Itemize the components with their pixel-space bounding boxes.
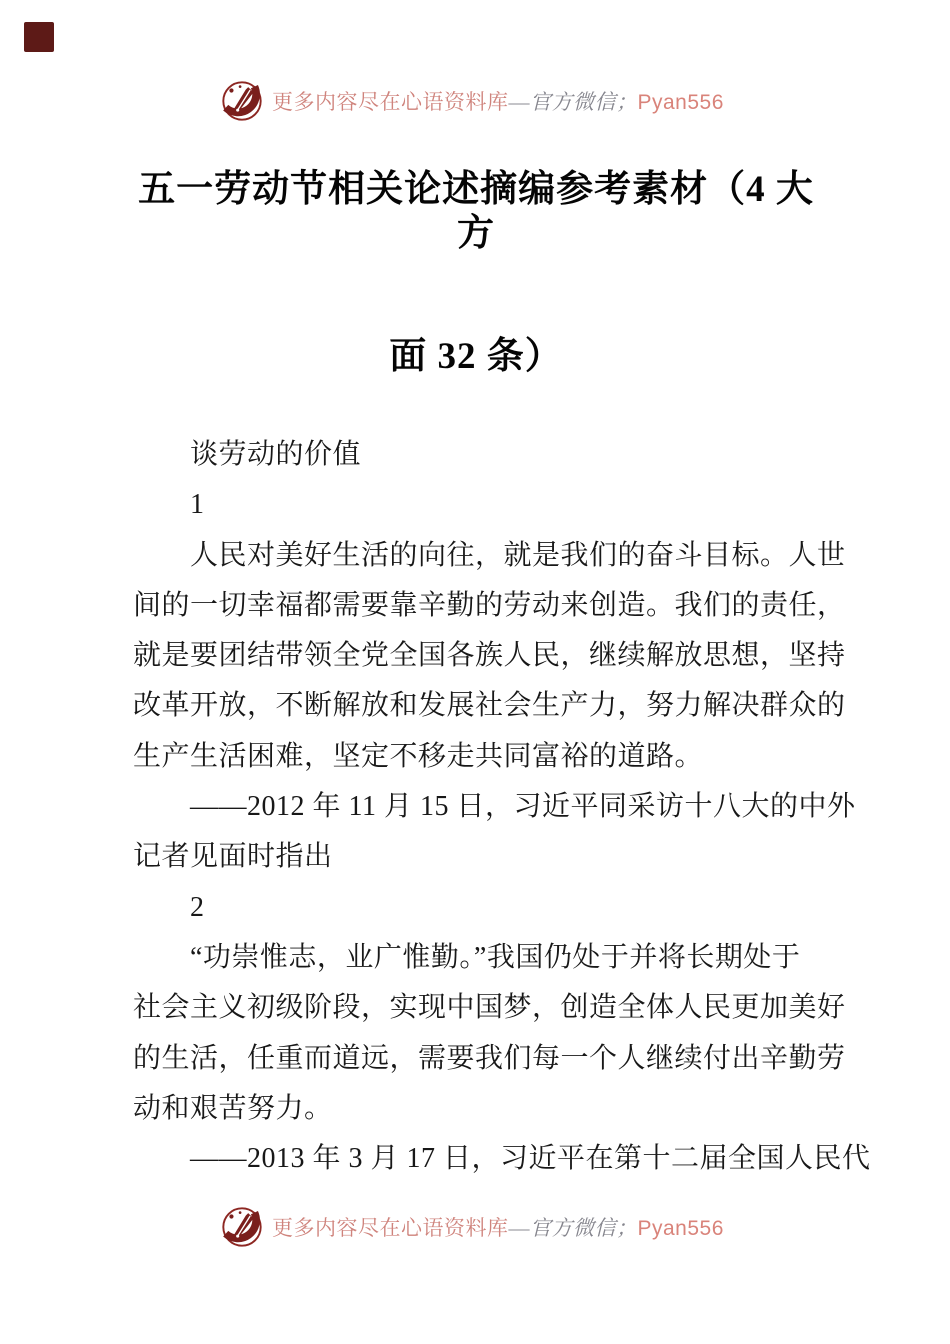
body-line: 生产生活困难，坚定不移走共同富裕的道路。 <box>133 740 704 772</box>
body-line: 谈劳动的价值 <box>133 439 362 470</box>
body-line: ——2012 年 11 月 15 日，习近平同采访十八大的中外 <box>133 791 856 823</box>
body-line: 就是要团结带领全党全国各族人民，继续解放思想，坚持 <box>133 640 846 672</box>
document-body <box>133 430 871 1184</box>
body-line: 1 <box>133 489 205 521</box>
footer-brand-bar <box>219 1204 724 1250</box>
body-line: 的生活，任重而道远，需要我们每一个人继续付出辛勤劳 <box>133 1042 846 1074</box>
pen-swirl-logo-icon <box>219 78 265 124</box>
document-title <box>130 168 822 458</box>
title-line: 五一劳动节相关论述摘编参考素材（4 大方 <box>138 169 814 254</box>
body-line: 间的一切幸福都需要靠辛勤的劳动来创造。我们的责任， <box>133 589 846 621</box>
body-line: 改革开放，不断解放和发展社会生产力，努力解决群众的 <box>133 690 846 722</box>
title-line: 面 32 条） <box>389 336 563 377</box>
corner-mark <box>24 22 54 52</box>
brand-slogan: 更多内容尽在心语资料库 <box>272 90 509 114</box>
wechat-id: Pyan556 <box>637 1217 724 1240</box>
wechat-label: 官方微信； <box>530 90 638 114</box>
brand-dash: — <box>508 90 530 114</box>
body-line: ——2013 年 3 月 17 日，习近平在第十二届全国人民代 <box>133 1143 871 1175</box>
body-line: 人民对美好生活的向往，就是我们的奋斗目标。人世 <box>133 539 846 571</box>
footer-brand-text <box>272 1212 724 1242</box>
body-line: 记者见面时指出 <box>133 841 333 873</box>
wechat-id: Pyan556 <box>637 91 724 114</box>
brand-dash: — <box>508 1216 530 1240</box>
header-brand-text <box>272 86 724 116</box>
pen-swirl-logo-icon <box>219 1204 265 1250</box>
body-line: 2 <box>133 891 205 923</box>
body-line: “功崇惟志，业广惟勤。”我国仍处于并将长期处于 <box>133 941 801 973</box>
brand-slogan: 更多内容尽在心语资料库 <box>272 1216 509 1240</box>
wechat-label: 官方微信； <box>530 1216 638 1240</box>
body-line: 社会主义初级阶段，实现中国梦，创造全体人民更加美好 <box>133 992 846 1024</box>
header-brand-bar <box>219 78 724 124</box>
body-line: 动和艰苦努力。 <box>133 1092 333 1124</box>
